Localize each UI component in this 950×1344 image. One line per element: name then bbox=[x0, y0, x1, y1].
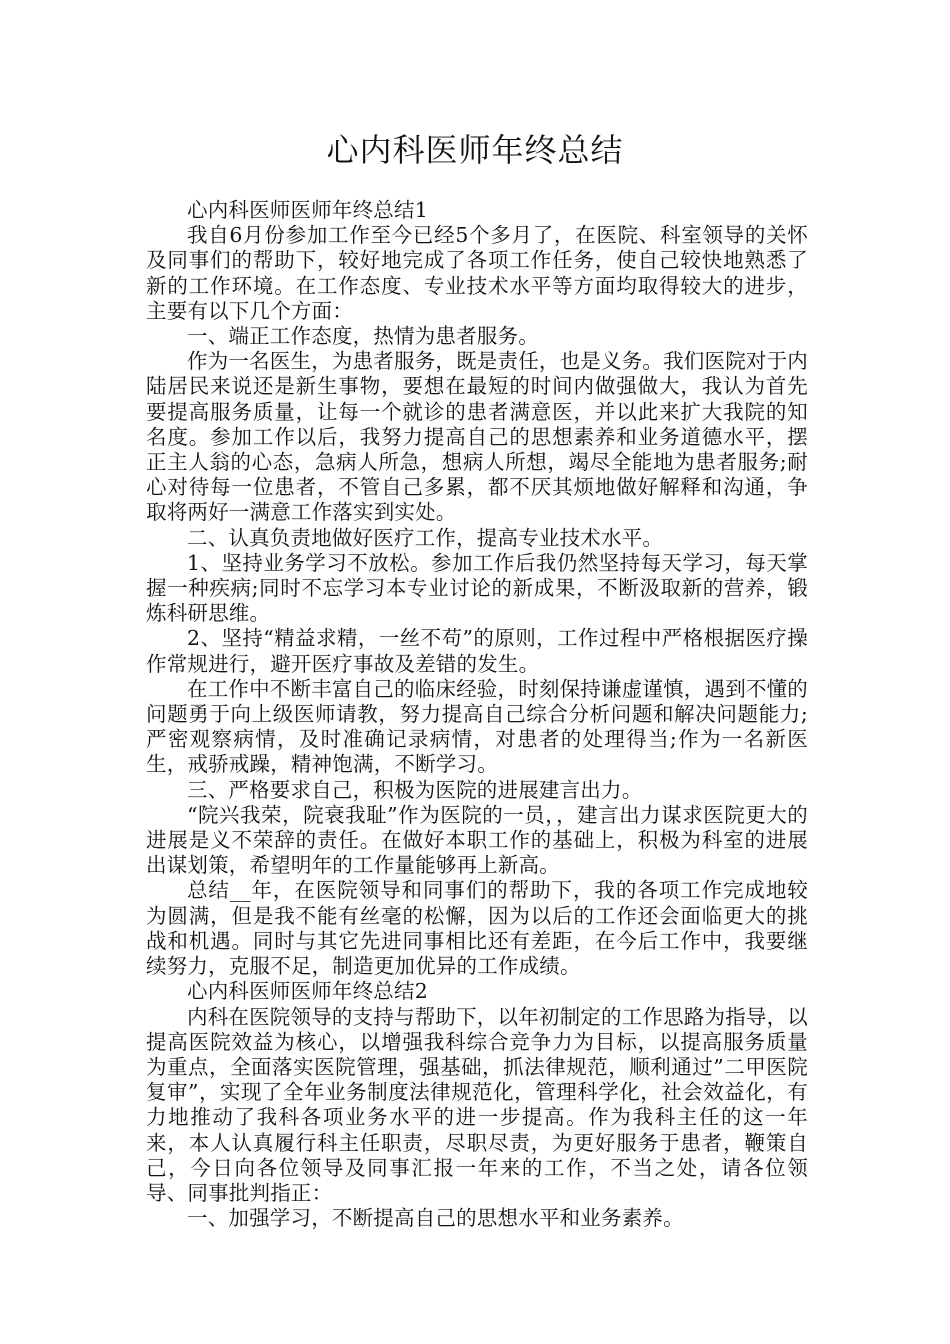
paragraph: 作为一名医生，为患者服务，既是责任，也是义务。我们医院对于内陆居民来说还是新生事物，要想在最短的时间内做强做大，我认为首先要提高服务质量，让每一个就诊的患者满意医，并以此来扩大我院的知名度。参加工作以后，我努力提高自己的思想素养和业务道德水平，摆正主人翁的心态，急病人所急，想病人所想，竭尽全能地为患者服务;耐心对待每一位患者，不管自己多累，都不厌其烦地做好解释和沟通，争取将两好一满意工作落实到实处。 bbox=[146, 349, 808, 525]
document-title: 心内科医师年终总结 bbox=[326, 131, 624, 169]
paragraph: 2、坚持“精益求精，一丝不苟”的原则，工作过程中严格根据医疗操作常规进行，避开医疗事故及差错的发生。 bbox=[146, 626, 808, 676]
paragraph: 1、坚持业务学习不放松。参加工作后我仍然坚持每天学习，每天掌握一种疾病;同时不忘学习本专业讨论的新成果，不断汲取新的营养，锻炼科研思维。 bbox=[146, 550, 808, 626]
document-body bbox=[146, 198, 808, 1231]
paragraph: “院兴我荣，院衰我耻”作为医院的一员，，建言出力谋求医院更大的进展是义不荣辞的责任。在做好本职工作的基础上，积极为科室的进展出谋划策，希望明年的工作量能够再上新高。 bbox=[146, 802, 808, 878]
paragraph: 总结__年，在医院领导和同事们的帮助下，我的各项工作完成地较为圆满，但是我不能有丝毫的松懈，因为以后的工作还会面临更大的挑战和机遇。同时与其它先进同事相比还有差距，在今后工作中，我要继续努力，克服不足，制造更加优异的工作成绩。 bbox=[146, 878, 808, 979]
subheading: 二、认真负责地做好医疗工作，提高专业技术水平。 bbox=[187, 525, 664, 550]
subheading: 一、加强学习，不断提高自己的思想水平和业务素养。 bbox=[187, 1206, 684, 1231]
paragraph: 在工作中不断丰富自己的临床经验，时刻保持谦虚谨慎，遇到不懂的问题勇于向上级医师请教，努力提高自己综合分析问题和解决问题能力;严密观察病情，及时准确记录病情，对患者的处理得当;作为一名新医生，戒骄戒躁，精神饱满，不断学习。 bbox=[146, 676, 808, 777]
subheading: 三、严格要求自己，积极为医院的进展建言出力。 bbox=[187, 777, 643, 802]
subheading: 一、端正工作态度，热情为患者服务。 bbox=[187, 324, 539, 349]
section-heading-2: 心内科医师医师年终总结2 bbox=[187, 979, 428, 1004]
section-heading-1: 心内科医师医师年终总结1 bbox=[187, 198, 428, 222]
paragraph: 我自6月份参加工作至今已经5个多月了，在医院、科室领导的关怀及同事们的帮助下，较好地完成了各项工作任务，使自己较快地熟悉了新的工作环境。在工作态度、专业技术水平等方面均取得较大的进步，主要有以下几个方面： bbox=[146, 223, 808, 323]
paragraph: 内科在医院领导的支持与帮助下，以年初制定的工作思路为指导，以提高医院效益为核心，以增强我科综合竞争力为目标，以提高服务质量为重点，全面落实医院管理，强基础，抓法律规范，顺利通过”二甲医院复审”，实现了全年业务制度法律规范化，管理科学化，社会效益化，有力地推动了我科各项业务水平的进一步提高。作为我科主任的这一年来，本人认真履行科主任职责，尽职尽责，为更好服务于患者，鞭策自己，今日向各位领导及同事汇报一年来的工作，不当之处，请各位领导、同事批判指正： bbox=[146, 1004, 808, 1205]
